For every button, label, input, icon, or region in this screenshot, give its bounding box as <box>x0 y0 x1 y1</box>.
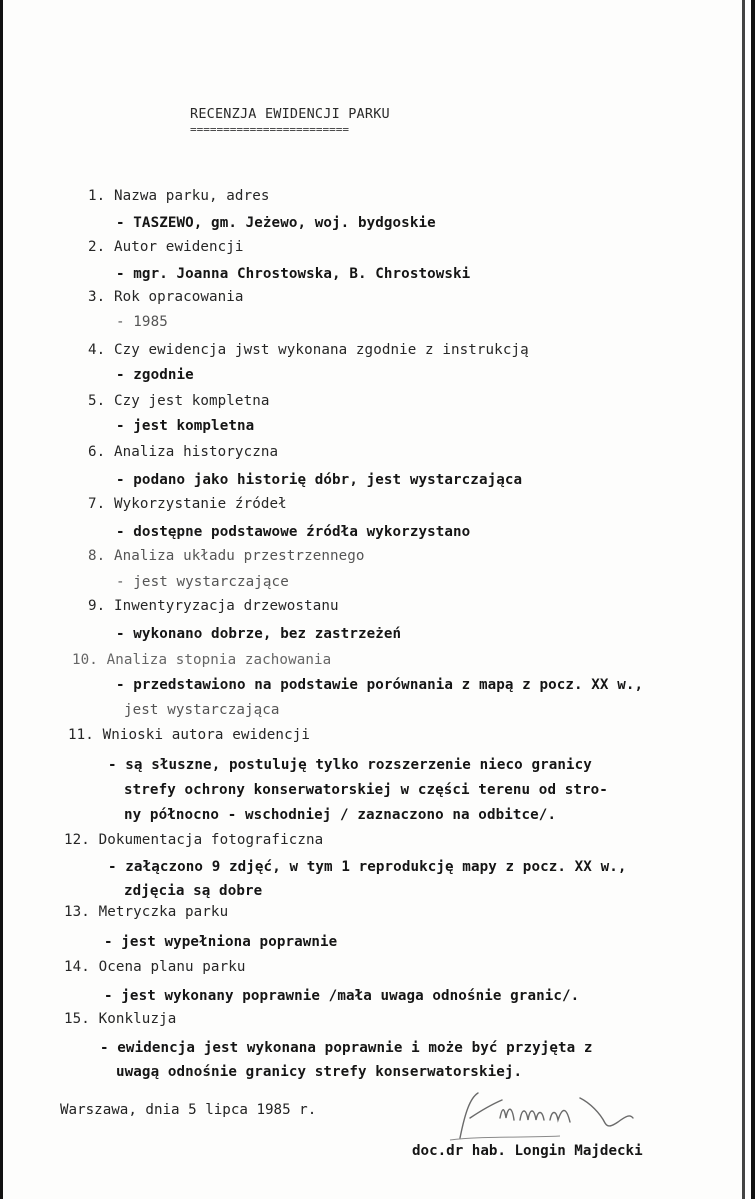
item-11-answer-line-1: - są słuszne, postuluję tylko rozszerzenie nieco granicy <box>108 757 592 773</box>
item-15-question <box>64 1011 176 1027</box>
item-12-answer-line-2: zdjęcia są dobre <box>124 883 263 899</box>
place-and-date: Warszawa, dnia 5 lipca 1985 r. <box>60 1102 317 1118</box>
item-10-question <box>72 652 331 668</box>
item-question-text: Inwentyryzacja drzewostanu <box>113 598 339 614</box>
item-8-answer: - jest wystarczające <box>116 574 289 590</box>
item-3-answer: - 1985 <box>116 314 168 330</box>
item-question-text: Ocena planu parku <box>98 959 246 975</box>
item-number: 10. <box>72 652 98 668</box>
item-1-question <box>88 188 270 204</box>
signer-name: doc.dr hab. Longin Majdecki <box>412 1143 643 1159</box>
item-number: 9. <box>88 598 106 614</box>
item-question-text: Czy jest kompletna <box>113 393 270 409</box>
item-11-answer-line-3: ny północno - wschodniej / zaznaczono na odbitce/. <box>124 807 557 823</box>
item-9-answer: - wykonano dobrze, bez zastrzeżeń <box>116 626 402 642</box>
item-12-answer-line-1: - załączono 9 zdjęć, w tym 1 reprodukcję mapy z pocz. XX w., <box>108 859 627 875</box>
item-5-answer: - jest kompletna <box>116 418 255 434</box>
item-13-question <box>64 904 228 920</box>
item-question-text: Analiza historyczna <box>113 444 279 460</box>
item-6-question <box>88 444 278 460</box>
item-question-text: Czy ewidencja jwst wykonana zgodnie z instrukcją <box>113 342 529 358</box>
item-15-answer-line-2: uwagą odnośnie granicy strefy konserwatorskiej. <box>116 1064 523 1080</box>
item-number: 2. <box>88 239 106 255</box>
item-11-answer-line-2: strefy ochrony konserwatorskiej w części terenu od stro- <box>124 782 608 798</box>
item-question-text: Wnioski autora ewidencji <box>102 727 310 743</box>
item-14-answer: - jest wykonany poprawnie /mała uwaga odnośnie granic/. <box>104 988 580 1004</box>
scan-edge-right <box>742 0 755 1199</box>
item-4-answer: - zgodnie <box>116 367 194 383</box>
item-question-text: Analiza stopnia zachowania <box>106 652 332 668</box>
item-question-text: Dokumentacja fotograficzna <box>98 832 324 848</box>
scan-edge-left <box>0 0 3 1199</box>
title-underline: ======================== <box>190 126 349 133</box>
item-number: 8. <box>88 548 106 564</box>
item-8-question <box>88 548 365 564</box>
item-number: 13. <box>64 904 90 920</box>
item-question-text: Rok opracowania <box>113 289 244 305</box>
item-2-question <box>88 239 244 255</box>
item-number: 15. <box>64 1011 90 1027</box>
item-number: 7. <box>88 496 106 512</box>
document-title: RECENZJA EWIDENCJI PARKU <box>190 106 390 122</box>
item-1-answer: - TASZEWO, gm. Jeżewo, woj. bydgoskie <box>116 215 436 231</box>
item-7-question <box>88 496 287 512</box>
item-question-text: Nazwa parku, adres <box>113 188 270 204</box>
item-question-text: Analiza układu przestrzennego <box>113 548 365 564</box>
item-6-answer: - podano jako historię dóbr, jest wystarczająca <box>116 472 523 488</box>
item-number: 6. <box>88 444 106 460</box>
item-number: 12. <box>64 832 90 848</box>
item-11-question <box>68 727 310 743</box>
item-number: 1. <box>88 188 106 204</box>
item-number: 11. <box>68 727 94 743</box>
item-13-answer: - jest wypełniona poprawnie <box>104 934 338 950</box>
item-14-question <box>64 959 246 975</box>
item-10-answer-line-2: jest wystarczająca <box>124 702 280 718</box>
item-question-text: Autor ewidencji <box>113 239 244 255</box>
item-number: 3. <box>88 289 106 305</box>
handwritten-signature <box>440 1078 640 1148</box>
item-question-text: Konkluzja <box>98 1011 177 1027</box>
item-9-question <box>88 598 339 614</box>
item-number: 4. <box>88 342 106 358</box>
item-15-answer-line-1: - ewidencja jest wykonana poprawnie i może być przyjęta z <box>100 1040 593 1056</box>
item-7-answer: - dostępne podstawowe źródła wykorzystano <box>116 524 471 540</box>
item-2-answer: - mgr. Joanna Chrostowska, B. Chrostowski <box>116 266 471 282</box>
item-3-question <box>88 289 244 305</box>
item-question-text: Wykorzystanie źródeł <box>113 496 287 512</box>
item-10-answer-line-1: - przedstawiono na podstawie porównania z mapą z pocz. XX w., <box>116 677 644 693</box>
item-12-question <box>64 832 323 848</box>
item-5-question <box>88 393 270 409</box>
item-4-question <box>88 342 529 358</box>
item-number: 14. <box>64 959 90 975</box>
item-question-text: Metryczka parku <box>98 904 229 920</box>
item-number: 5. <box>88 393 106 409</box>
